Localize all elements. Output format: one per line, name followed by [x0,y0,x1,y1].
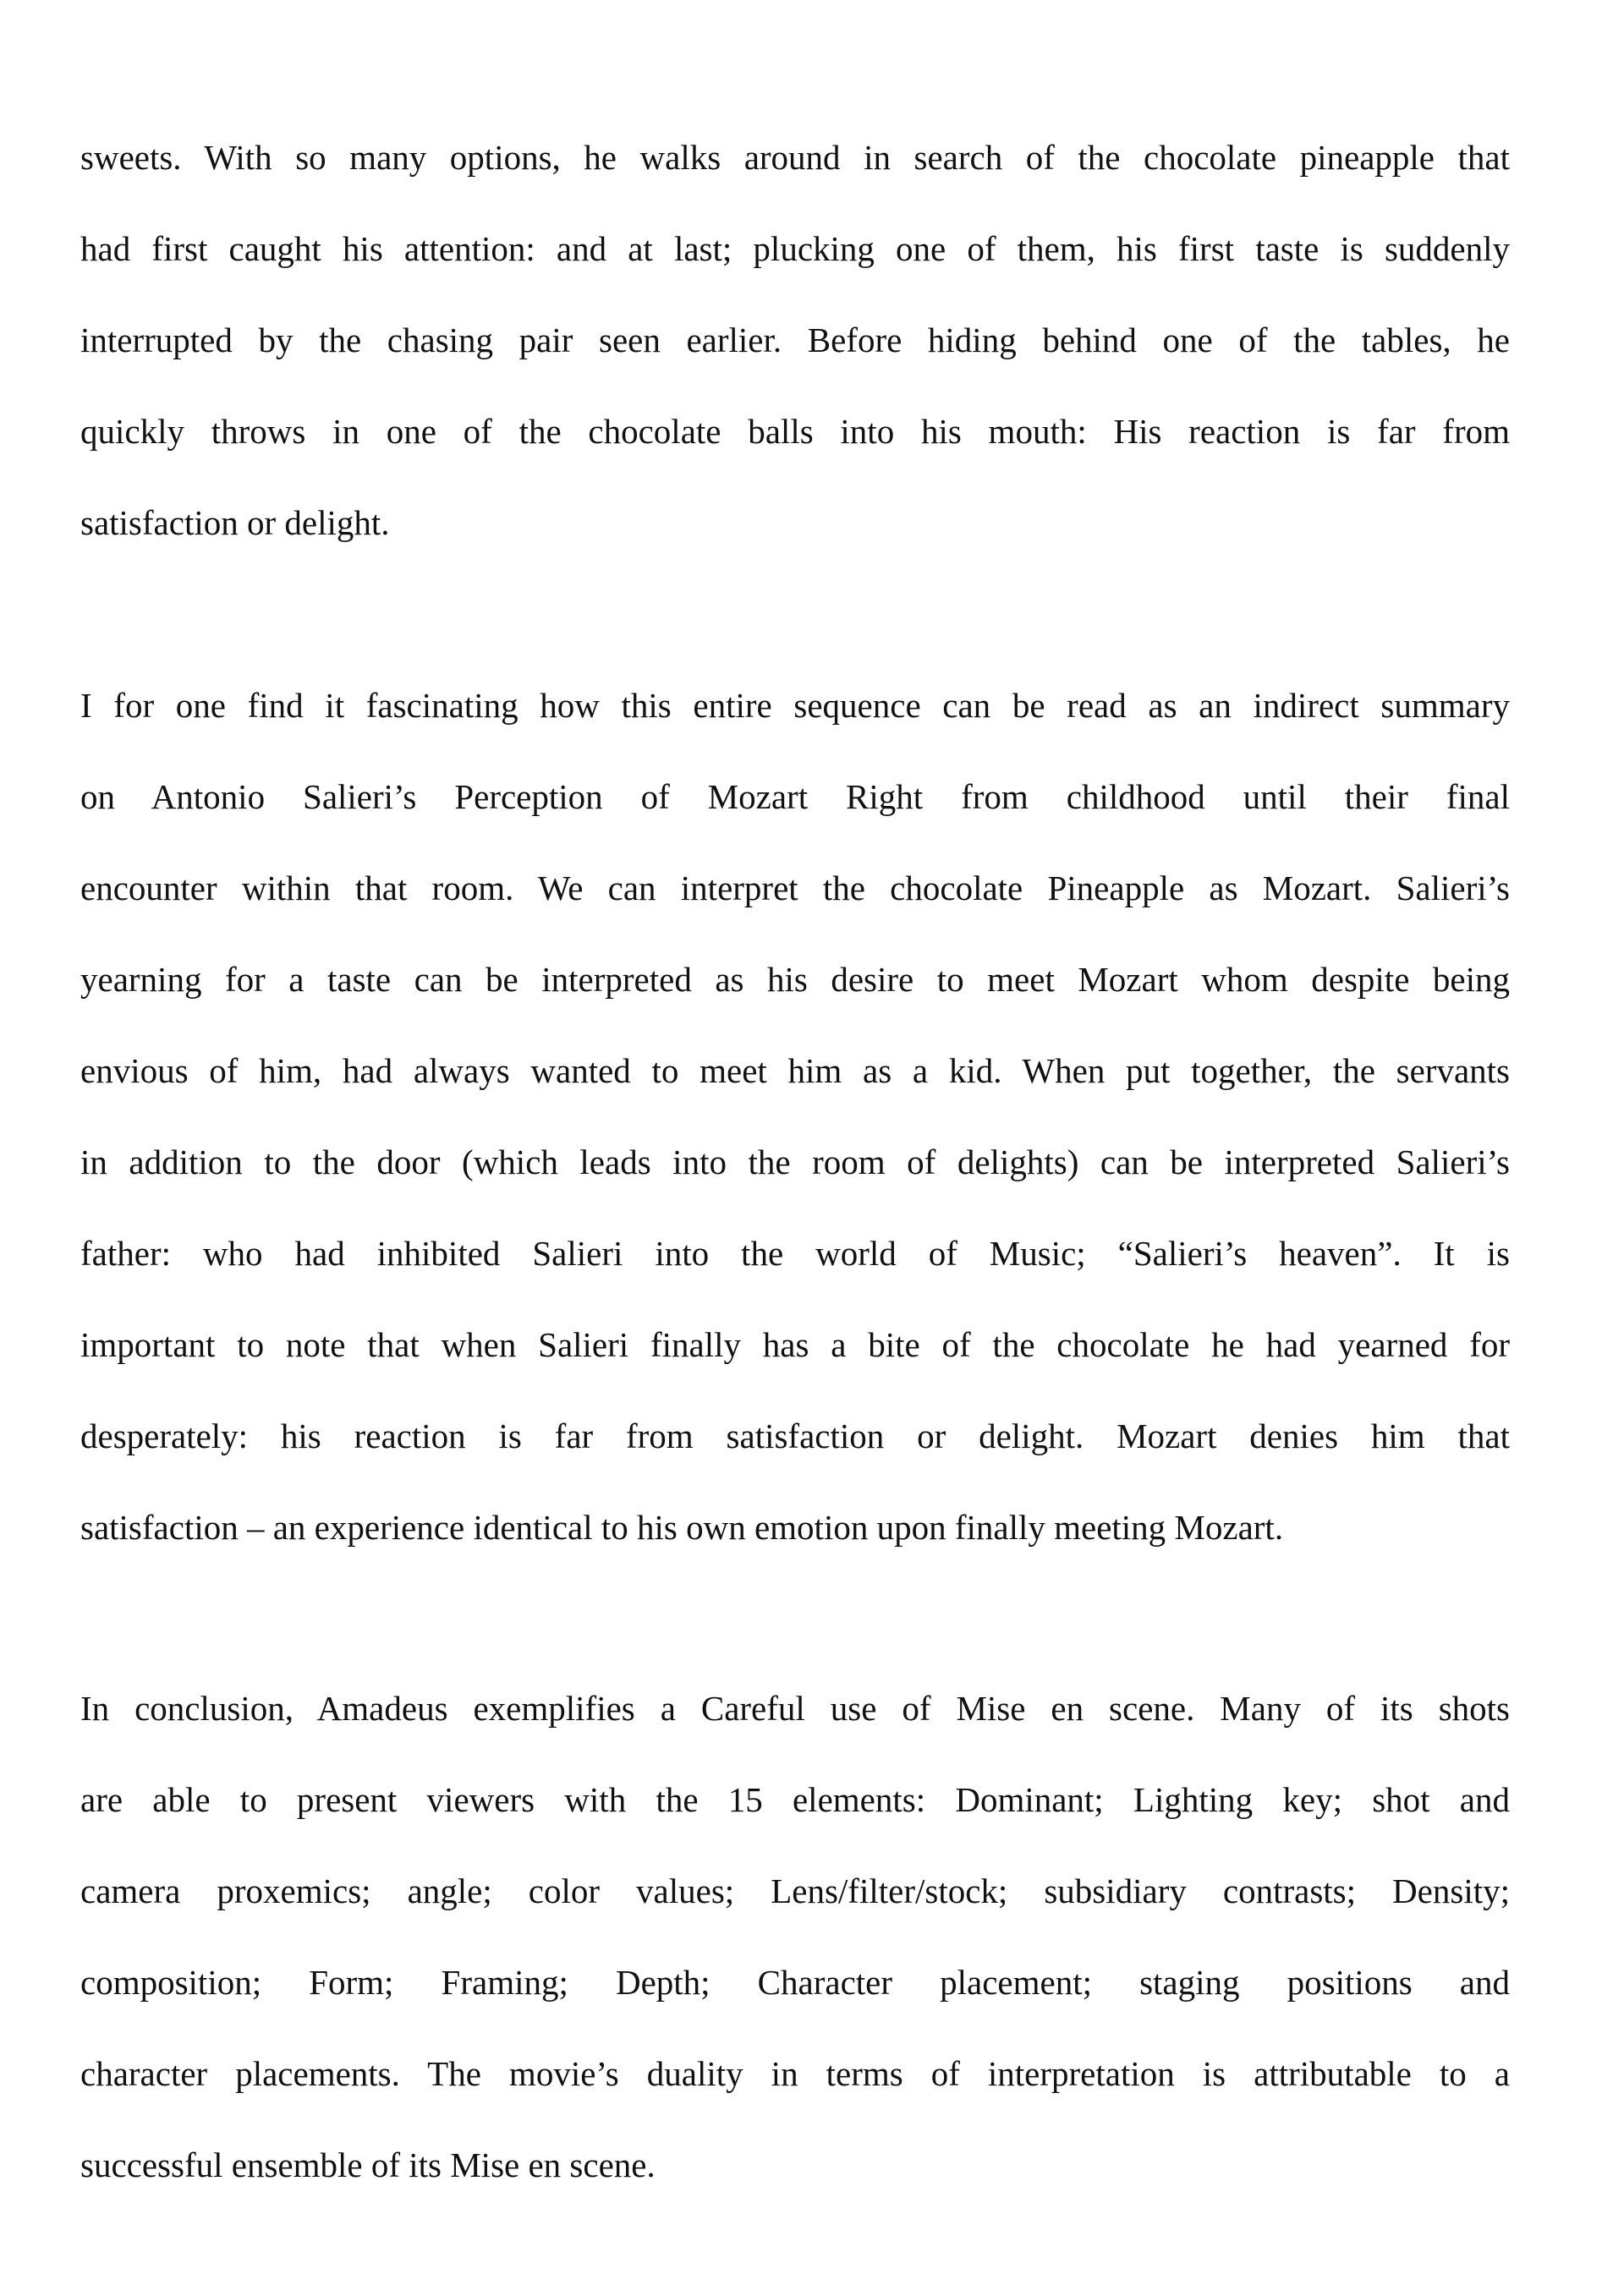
paragraph-scene-description [80,112,1510,568]
paragraph-conclusion [80,1663,1510,2211]
text-line: desperately: his reaction is far from satisfaction or delight. Mozart denies him that [80,1417,1510,1455]
text-line: composition; Form; Framing; Depth; Character placement; staging positions and [80,1963,1510,2002]
text-line: camera proxemics; angle; color values; Lens/filter/stock; subsidiary contrasts; Density; [80,1871,1510,1910]
text-line: had first caught his attention: and at last; plucking one of them, his first taste is suddenly [80,229,1510,268]
text-line: successful ensemble of its Mise en scene. [80,2145,656,2184]
text-line: satisfaction or delight. [80,503,390,542]
paragraph-interpretation [80,660,1510,1573]
text-line: in addition to the door (which leads into the room of delights) can be interpreted Salieri’s [80,1143,1510,1181]
text-line: quickly throws in one of the chocolate balls into his mouth: His reaction is far from [80,412,1510,451]
text-line: yearning for a taste can be interpreted as his desire to meet Mozart whom despite being [80,960,1510,999]
text-line: are able to present viewers with the 15 elements: Dominant; Lighting key; shot and [80,1780,1510,1819]
text-line: In conclusion, Amadeus exemplifies a Careful use of Mise en scene. Many of its shots [80,1689,1510,1728]
text-line: father: who had inhibited Salieri into the world of Music; “Salieri’s heaven”. It is [80,1234,1510,1273]
text-line: envious of him, had always wanted to meet him as a kid. When put together, the servants [80,1051,1510,1090]
text-line: I for one find it fascinating how this entire sequence can be read as an indirect summary [80,686,1510,725]
text-line: encounter within that room. We can interpret the chocolate Pineapple as Mozart. Salieri’s [80,869,1510,907]
text-line: interrupted by the chasing pair seen earlier. Before hiding behind one of the tables, he [80,321,1510,359]
text-line: sweets. With so many options, he walks around in search of the chocolate pineapple that [80,138,1510,177]
text-line: character placements. The movie’s duality in terms of interpretation is attributable to a [80,2054,1510,2093]
text-line: satisfaction – an experience identical to his own emotion upon finally meeting Mozart. [80,1508,1284,1547]
text-line: on Antonio Salieri’s Perception of Mozart Right from childhood until their final [80,777,1510,816]
text-line: important to note that when Salieri finally has a bite of the chocolate he had yearned for [80,1325,1510,1364]
